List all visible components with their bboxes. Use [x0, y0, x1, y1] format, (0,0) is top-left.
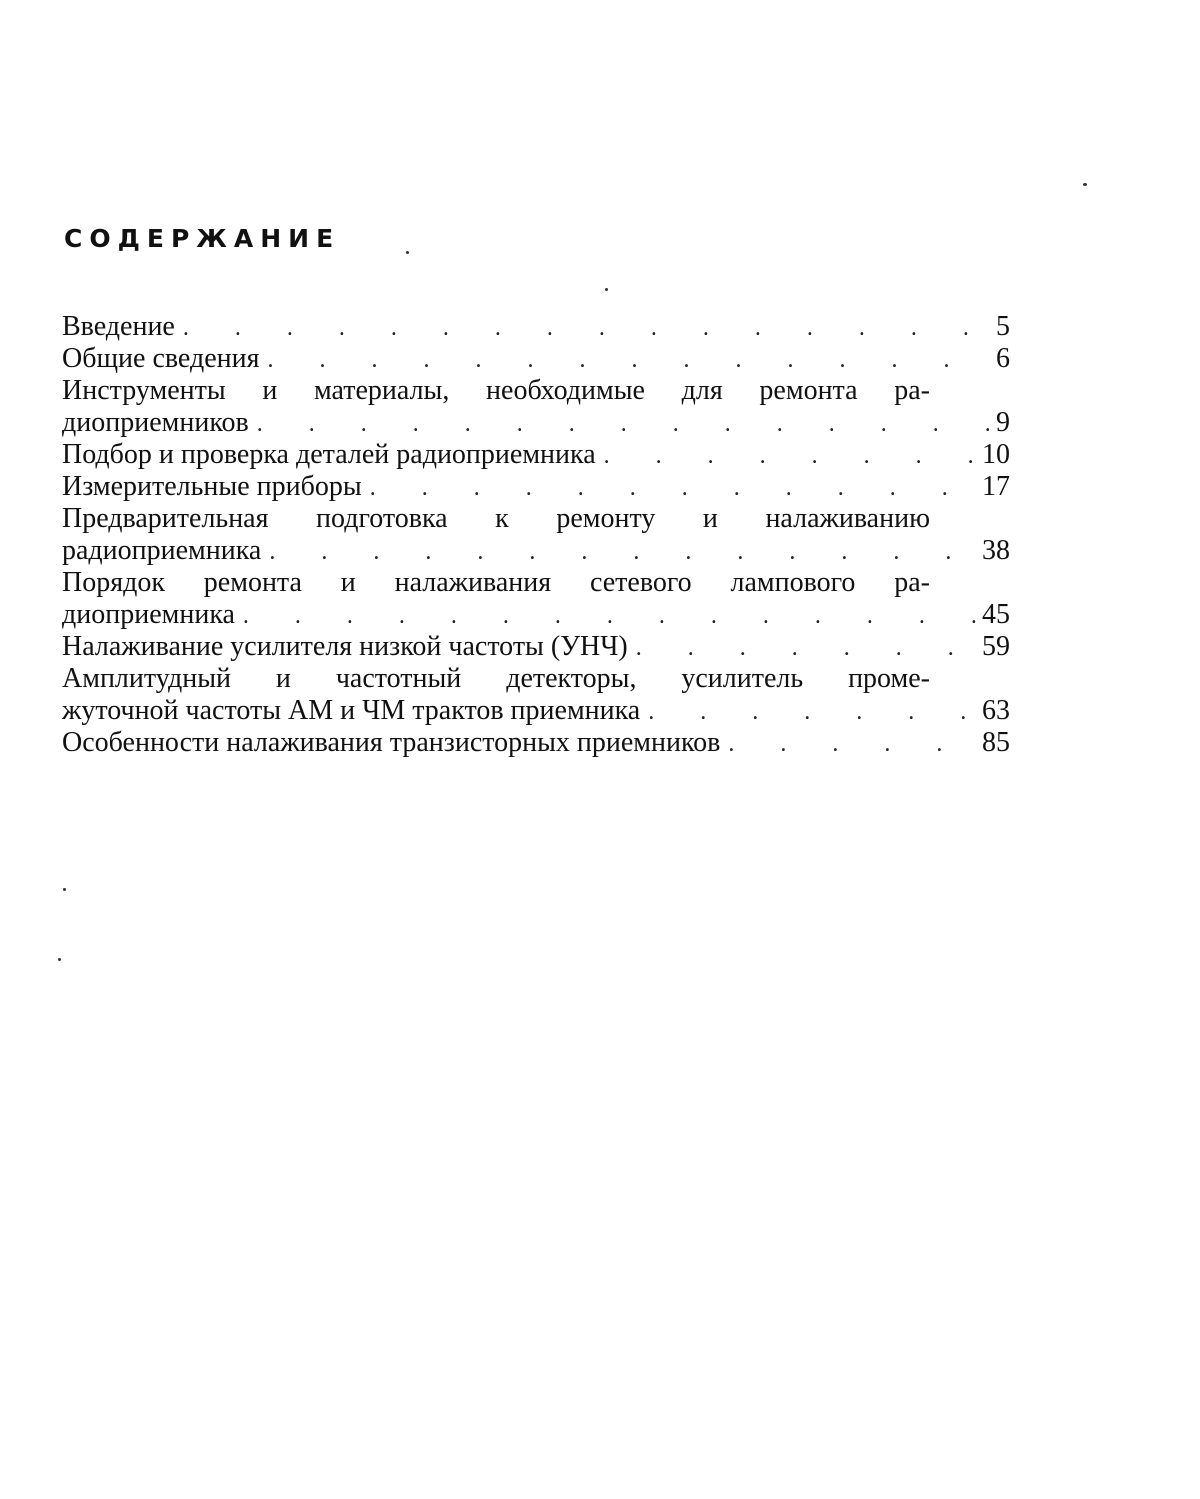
toc-entry-transistor-receivers [62, 727, 1010, 759]
toc-line [62, 727, 1010, 759]
toc-line [62, 439, 1010, 471]
toc-entry-text: Инструменты и материалы, необходимые для ремонта ра- [62, 375, 930, 406]
dot-leader [268, 344, 989, 376]
toc-line [62, 311, 1010, 343]
toc-page-number: 85 [982, 727, 1010, 758]
toc-entry-text: Порядок ремонта и налаживания сетевого лампового ра- [62, 567, 930, 598]
toc-entry-text: Особенности налаживания транзисторных приемников [62, 727, 721, 758]
dot-leader [183, 312, 987, 344]
toc-entry-measuring-instruments [62, 471, 1010, 503]
toc-entry-text: Налаживание усилителя низкой частоты (УНЧ) [62, 631, 628, 662]
toc-line [62, 599, 1010, 631]
toc-entry-text-continued: жуточной частоты АМ и ЧМ трактов приемника [62, 695, 641, 726]
toc-entry-detectors-and-if-amplifier [62, 663, 1010, 727]
toc-page-number: 6 [996, 343, 1010, 374]
toc-line [62, 663, 1010, 695]
toc-line [62, 343, 1010, 375]
dot-leader [648, 696, 976, 728]
toc-page-number: 5 [996, 311, 1010, 342]
toc-page-number: 17 [982, 471, 1010, 502]
dot-leader [370, 472, 976, 504]
scan-speck [63, 888, 66, 891]
toc-page-number: 9 [996, 407, 1010, 438]
toc-line [62, 631, 1010, 663]
toc-page-number: 10 [982, 439, 1010, 470]
scan-speck [406, 251, 409, 254]
page-title: СОДЕРЖАНИЕ [64, 224, 341, 253]
scan-speck [605, 288, 608, 291]
toc-line [62, 471, 1010, 503]
toc-entry-general-information [62, 343, 1010, 375]
dot-leader [604, 440, 976, 472]
toc-entry-text-continued: диоприемника [62, 599, 235, 630]
toc-line [62, 375, 1010, 407]
toc-entry-text: Измерительные приборы [62, 471, 362, 502]
toc-entry-text-continued: диоприемников [62, 407, 249, 438]
toc-page-number: 45 [982, 599, 1010, 630]
toc-entry-low-frequency-amplifier [62, 631, 1010, 663]
toc-entry-text: Подбор и проверка деталей радиоприемника [62, 439, 596, 470]
toc-entry-preliminary-preparation [62, 503, 1010, 567]
scan-speck [1083, 183, 1087, 186]
toc-entry-text: Общие сведения [62, 343, 260, 374]
dot-leader [243, 600, 976, 632]
toc-page-number: 63 [982, 695, 1010, 726]
dot-leader [636, 632, 976, 664]
toc-entry-introduction [62, 311, 1010, 343]
dot-leader [269, 536, 976, 568]
toc-line [62, 535, 1010, 567]
table-of-contents [62, 311, 1010, 759]
toc-line [62, 695, 1010, 727]
toc-line [62, 407, 1010, 439]
toc-entry-parts-selection [62, 439, 1010, 471]
toc-entry-tools-and-materials [62, 375, 1010, 439]
toc-entry-repair-procedure [62, 567, 1010, 631]
dot-leader [728, 728, 976, 760]
toc-line [62, 567, 1010, 599]
dot-leader [257, 408, 989, 440]
toc-page-number: 38 [982, 535, 1010, 566]
scan-speck [58, 958, 61, 961]
toc-entry-text: Предварительная подготовка к ремонту и налаживанию [62, 503, 930, 534]
toc-page-number: 59 [982, 631, 1010, 662]
toc-line [62, 503, 1010, 535]
toc-entry-text: Амплитудный и частотный детекторы, усилитель проме- [62, 663, 930, 694]
toc-entry-text-continued: радиоприемника [62, 535, 262, 566]
toc-entry-text: Введение [62, 311, 175, 342]
